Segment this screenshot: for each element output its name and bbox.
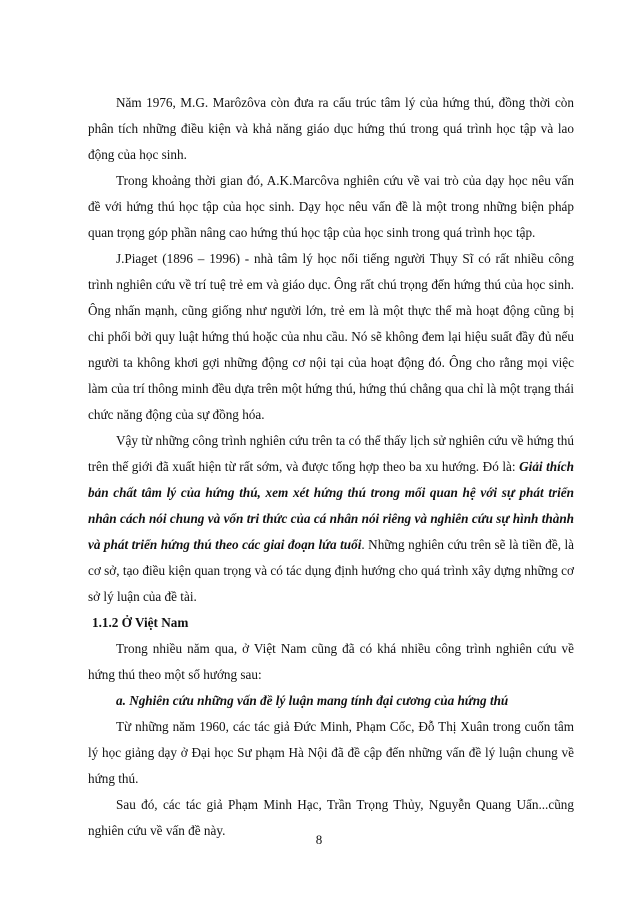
subsection-heading: a. Nghiên cứu những vấn đề lý luận mang tính đại cương của hứng thú xyxy=(116,693,509,708)
section-heading: 1.1.2 Ở Việt Nam xyxy=(92,615,189,630)
paragraph-1960: Từ những năm 1960, các tác giả Đức Minh, Phạm Cốc, Đỗ Thị Xuân trong cuốn tâm lý học giảng dạy ở Đại học Sư phạm Hà Nội đã đề cập đến những vấn đề lý luận chung về hứng thú. xyxy=(88,719,574,786)
paragraph-marozova: Năm 1976, M.G. Marôzôva còn đưa ra cấu trúc tâm lý của hứng thú, đồng thời còn phân tích những điều kiện và khả năng giáo dục hứng thú trong quá trình học tập và lao động của học sinh. xyxy=(88,95,574,162)
paragraph-piaget: J.Piaget (1896 – 1996) - nhà tâm lý học nổi tiếng người Thụy Sĩ có rất nhiều công trình nghiên cứu về trí tuệ trẻ em và giáo dục. Ông rất chú trọng đến hứng thú của học sinh. Ông nhấn mạnh, cũng giống như người lớn, trẻ em là một thực thể mà hoạt động cũng bị chi phối bởi quy luật hứng thú hoặc của nhu cầu. Nó sẽ không đem lại hiệu suất đầy đủ nếu người ta không khơi gợi những động cơ nội tại của hoạt động đó. Ông cho rằng mọi việc làm của trí thông minh đều dựa trên một hứng thú, hứng thú chẳng qua chỉ là một trạng thái chức năng động của sự đồng hóa. xyxy=(88,251,574,422)
paragraph-three-trends xyxy=(88,428,574,610)
page-content xyxy=(88,90,574,844)
trends-intro: Vậy từ những công trình nghiên cứu trên ta có thể thấy lịch sử nghiên cứu về hứng thú trên thế giới đã xuất hiện từ rất sớm, và được tổng hợp theo ba xu hướng. Đó là: xyxy=(88,433,574,474)
page-number: 8 xyxy=(315,832,323,847)
section-intro: Trong nhiều năm qua, ở Việt Nam cũng đã có khá nhiều công trình nghiên cứu về hứng thú theo một số hướng sau: xyxy=(88,641,574,682)
paragraph-later-authors: Sau đó, các tác giả Phạm Minh Hạc, Trần Trọng Thủy, Nguyễn Quang Uẩn...cũng nghiên cứu về vấn đề này. xyxy=(88,797,574,838)
trends-outro: . Những nghiên cứu trên sẽ là tiền đề, là cơ sở, tạo điều kiện quan trọng và có tác dụng định hướng cho quá trình xây dựng những cơ sở lý luận của đề tài. xyxy=(88,537,574,604)
paragraph-marcova: Trong khoảng thời gian đó, A.K.Marcôva nghiên cứu về vai trò của dạy học nêu vấn đề với hứng thú học tập của học sinh. Dạy học nêu vấn đề là một trong những biện pháp quan trọng góp phần nâng cao hứng thú học tập của học sinh trong quá trình học tập. xyxy=(88,173,574,240)
trends-emphasis: Giải thích bản chất tâm lý của hứng thú, xem xét hứng thú trong mối quan hệ với sự phát triển nhân cách nói chung và vốn tri thức của cá nhân nói riêng và nghiên cứu sự hình thành và phát triển hứng thú theo các giai đoạn lứa tuổi xyxy=(88,459,574,552)
